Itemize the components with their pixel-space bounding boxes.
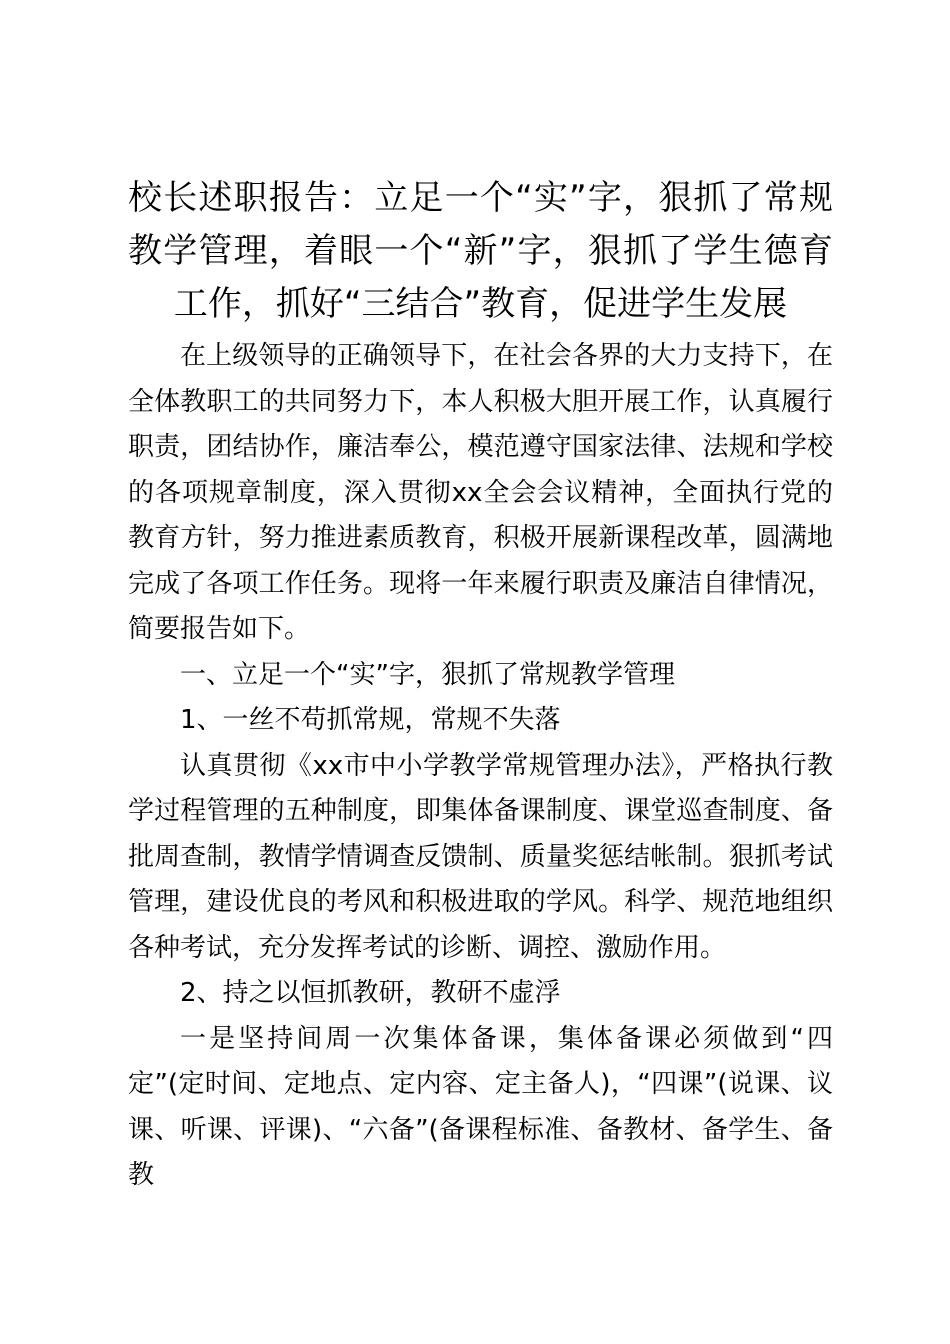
subsection-heading-1: 1、一丝不苟抓常规，常规不失落 — [180, 705, 561, 735]
document-title: 校长述职报告：立足一个“实”字，狠抓了常规教学管理，着眼一个“新”字，狠抓了学生德育工作，抓好“三结合”教育，促进学生发展 — [128, 178, 833, 324]
body-paragraph: 一是坚持间周一次集体备课，集体备课必须做到“四定”(定时间、定地点、定内容、定主备人)，“四课”(说课、议课、听课、评课)、“六备”(备课程标准、备教材、备学生、备教 — [128, 1023, 833, 1190]
section-heading-1: 一、立足一个“实”字，狠抓了常规教学管理 — [180, 659, 675, 690]
intro-paragraph: 在上级领导的正确领导下，在社会各界的大力支持下，在全体教职工的共同努力下，本人积极大胆开展工作，认真履行职责，团结协作，廉洁奉公，模范遵守国家法律、法规和学校的各项规章制度，深入贯彻xx全会会议精神，全面执行党的教育方针，努力推进素质教育，积极开展新课程改革，圆满地完成了各项工作任务。现将一年来履行职责及廉洁自律情况，简要报告如下。 — [128, 341, 833, 644]
body-paragraph: 认真贯彻《xx市中小学教学常规管理办法》，严格执行教学过程管理的五种制度，即集体备课制度、课堂巡查制度、备批周查制，教情学情调查反馈制、质量奖惩结帐制。狠抓考试管理，建设优良的考风和积极进取的学风。科学、规范地组织各种考试，充分发挥考试的诊断、调控、激励作用。 — [128, 750, 833, 963]
document-body — [128, 334, 833, 1199]
document-page — [128, 172, 833, 1199]
subsection-heading-2: 2、持之以恒抓教研，教研不虚浮 — [180, 978, 561, 1008]
